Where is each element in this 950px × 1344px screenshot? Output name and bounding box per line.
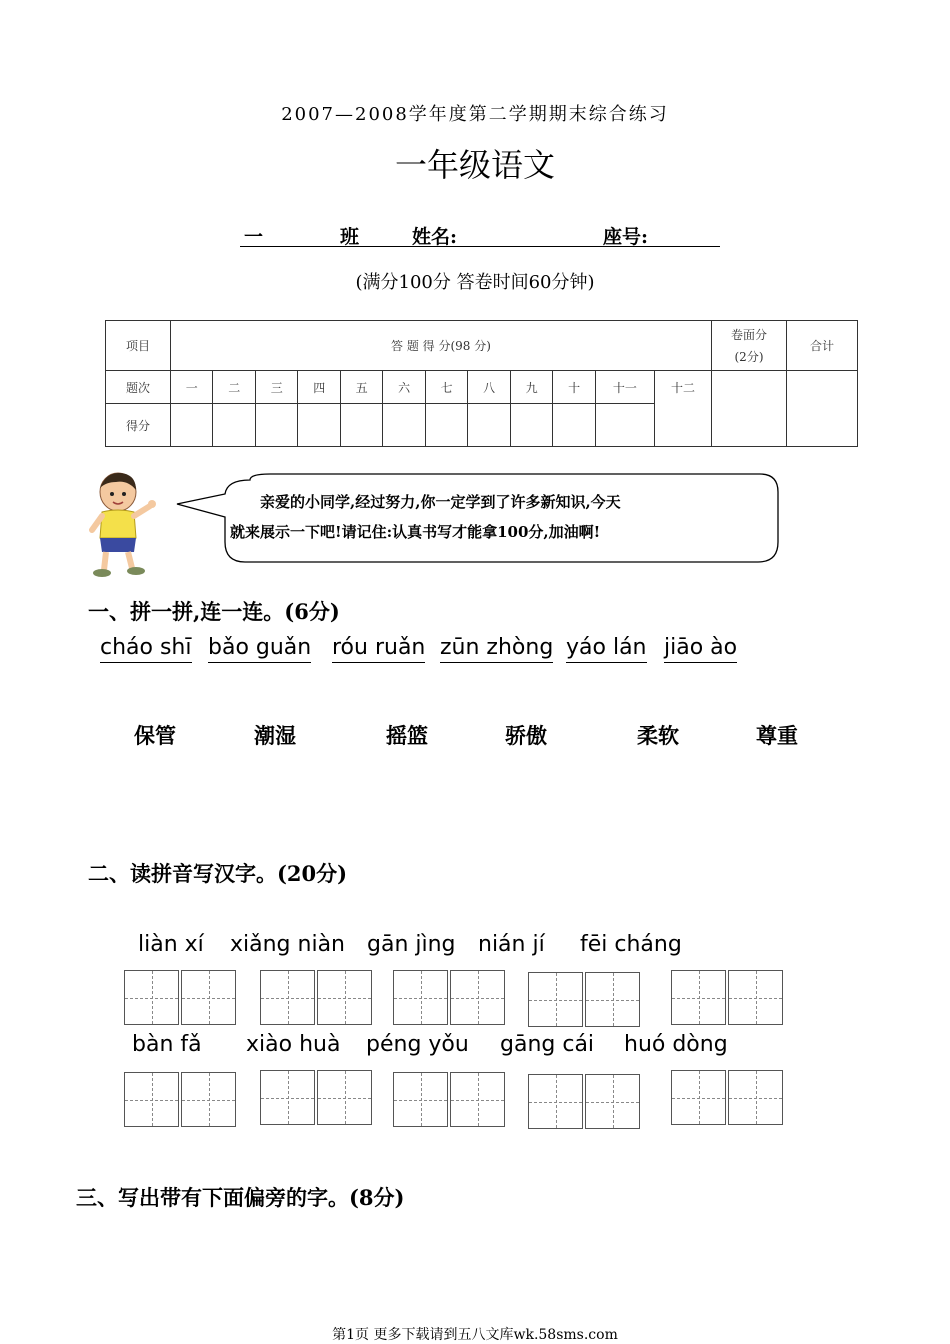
writing-box[interactable] — [317, 970, 372, 1025]
writing-box[interactable] — [260, 970, 315, 1025]
writing-box[interactable] — [728, 970, 783, 1025]
pinyin-item: bàn fǎ — [132, 1032, 202, 1057]
exam-title: 一年级语文 — [394, 146, 555, 184]
student-info-line — [240, 222, 720, 247]
pinyin-item: róu ruǎn — [332, 634, 425, 663]
neatness-score-cell — [712, 371, 787, 447]
pinyin-item: gān jìng — [367, 932, 456, 957]
section-2-title: 二、读拼音写汉字。(20分) — [88, 861, 348, 886]
header-answer-score: 答 题 得 分(98 分) — [171, 321, 712, 371]
score-cell — [255, 404, 297, 447]
score-cell — [553, 404, 595, 447]
neatness-points: (2分) — [734, 349, 764, 364]
writing-box[interactable] — [450, 970, 505, 1025]
score-cell — [510, 404, 552, 447]
writing-box[interactable] — [585, 972, 640, 1027]
seat-label: 座号: — [603, 226, 649, 248]
writing-box[interactable] — [585, 1074, 640, 1129]
writing-box[interactable] — [124, 970, 179, 1025]
hanzi-item: 保管 — [134, 723, 176, 748]
section-3-title: 三、写出带有下面偏旁的字。(8分) — [76, 1185, 405, 1210]
question-number: 十二 — [654, 371, 711, 447]
question-number: 三 — [255, 371, 297, 404]
section-1-title: 一、拼一拼,连一连。(6分) — [88, 599, 340, 624]
total-score-cell — [787, 371, 858, 447]
score-cell — [595, 404, 654, 447]
neatness-label: 卷面分 — [730, 327, 767, 342]
writing-box[interactable] — [728, 1070, 783, 1125]
pinyin-item: bǎo guǎn — [208, 634, 311, 663]
hanzi-item: 摇篮 — [386, 723, 428, 748]
writing-box[interactable] — [124, 1072, 179, 1127]
score-note: (满分100分 答卷时间60分钟) — [355, 272, 595, 293]
pinyin-item: yáo lán — [566, 634, 647, 663]
pinyin-item: péng yǒu — [366, 1032, 469, 1057]
hanzi-item: 骄傲 — [505, 723, 547, 748]
question-number: 七 — [425, 371, 467, 404]
question-number: 九 — [510, 371, 552, 404]
writing-box[interactable] — [450, 1072, 505, 1127]
boy-illustration — [78, 470, 168, 582]
question-number: 五 — [340, 371, 382, 404]
writing-box[interactable] — [528, 972, 583, 1027]
header-total: 合计 — [787, 321, 858, 371]
score-cell — [383, 404, 425, 447]
writing-box[interactable] — [528, 1074, 583, 1129]
question-number: 一 — [171, 371, 213, 404]
hanzi-item: 潮湿 — [254, 723, 296, 748]
pinyin-item: gāng cái — [500, 1032, 595, 1057]
writing-box[interactable] — [671, 970, 726, 1025]
question-number: 八 — [468, 371, 510, 404]
class-label: 班 — [340, 226, 360, 248]
writing-box[interactable] — [393, 970, 448, 1025]
pinyin-item: nián jí — [478, 932, 545, 957]
page-footer: 第1页 更多下载请到五八文库wk.58sms.com — [332, 1327, 618, 1343]
question-number: 四 — [298, 371, 340, 404]
pinyin-item: xiào huà — [246, 1032, 341, 1057]
pinyin-item: liàn xí — [138, 932, 204, 957]
score-cell — [171, 404, 213, 447]
score-cell — [425, 404, 467, 447]
exam-subtitle: 2007—2008学年度第二学期期末综合练习 — [281, 104, 669, 125]
pinyin-item: xiǎng niàn — [230, 932, 345, 957]
writing-box[interactable] — [181, 970, 236, 1025]
question-number: 十一 — [595, 371, 654, 404]
score-table — [105, 320, 858, 447]
row-label-question: 题次 — [106, 371, 171, 404]
pinyin-item: fēi cháng — [580, 932, 682, 957]
pinyin-item: zūn zhòng — [440, 634, 553, 663]
score-cell — [213, 404, 255, 447]
row-label-score: 得分 — [106, 404, 171, 447]
header-item: 项目 — [106, 321, 171, 371]
writing-box[interactable] — [260, 1070, 315, 1125]
hanzi-item: 尊重 — [756, 723, 798, 748]
writing-box[interactable] — [671, 1070, 726, 1125]
score-cell — [468, 404, 510, 447]
question-number: 二 — [213, 371, 255, 404]
pinyin-item: huó dòng — [624, 1032, 728, 1057]
question-number: 六 — [383, 371, 425, 404]
header-neatness-score — [712, 321, 787, 371]
writing-box[interactable] — [181, 1072, 236, 1127]
pinyin-item: jiāo ào — [664, 634, 737, 663]
encouragement-line-2: 就来展示一下吧!请记住:认真书写才能拿100分,加油啊! — [230, 523, 601, 541]
score-cell — [298, 404, 340, 447]
class-number: 一 — [244, 226, 264, 248]
question-number: 十 — [553, 371, 595, 404]
hanzi-item: 柔软 — [637, 723, 679, 748]
encouragement-text — [230, 487, 770, 547]
name-label: 姓名: — [412, 226, 458, 248]
encouragement-line-1: 亲爱的小同学,经过努力,你一定学到了许多新知识,今天 — [260, 493, 621, 511]
writing-box[interactable] — [393, 1072, 448, 1127]
writing-box[interactable] — [317, 1070, 372, 1125]
score-cell — [340, 404, 382, 447]
pinyin-item: cháo shī — [100, 634, 192, 663]
